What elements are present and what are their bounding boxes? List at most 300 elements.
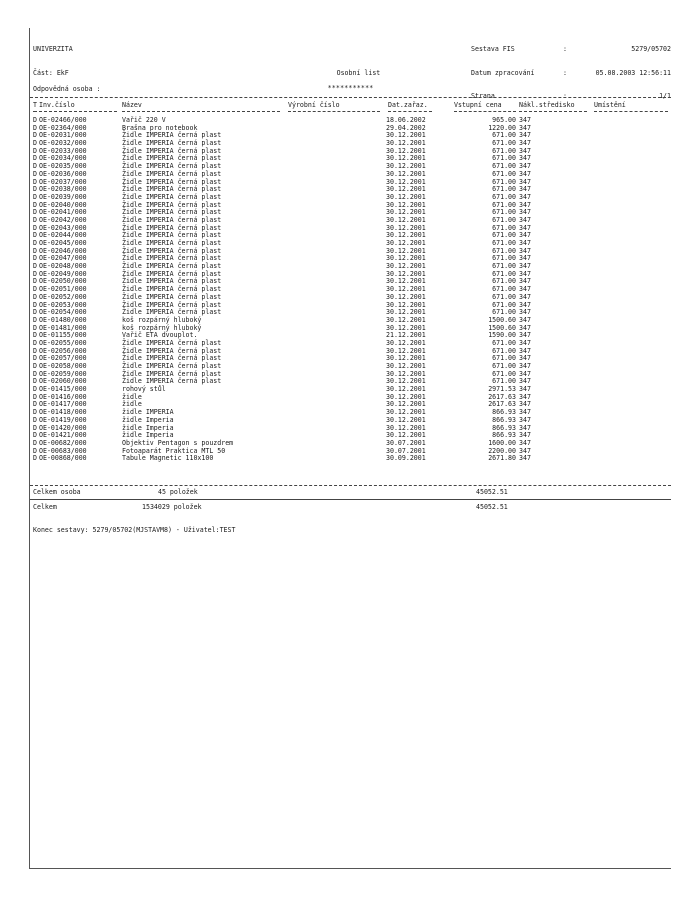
total-all-label: Celkem — [33, 503, 57, 511]
row-name: židle — [122, 400, 142, 409]
col-inv-number: Inv.číslo — [39, 101, 75, 109]
row-cost-center: 347 — [519, 200, 531, 209]
row-type: D — [33, 223, 37, 232]
row-cost-center: 347 — [519, 385, 531, 394]
row-price: 2617.63 — [488, 400, 516, 409]
row-type: D — [33, 246, 37, 255]
row-inv-number: OE-02057/000 — [39, 354, 87, 363]
row-name: Židle IMPERIA černá plast — [122, 139, 222, 148]
row-date: 30.12.2001 — [386, 338, 426, 347]
row-date: 18.06.2002 — [386, 116, 426, 124]
row-cost-center: 347 — [519, 446, 531, 455]
row-type: D — [33, 331, 37, 340]
col-cost-center: Nákl.středisko — [519, 101, 575, 109]
row-price: 671.00 — [492, 285, 516, 294]
row-inv-number: OE-02044/000 — [39, 231, 87, 240]
col-underline — [288, 111, 380, 112]
row-name: Židle IMPERIA černá plast — [122, 354, 222, 363]
row-date: 30.12.2001 — [386, 215, 426, 224]
row-inv-number: OE-02033/000 — [39, 146, 87, 155]
row-type: D — [33, 285, 37, 294]
row-date: 30.09.2001 — [386, 454, 426, 463]
table-header — [30, 102, 671, 110]
row-name: Židle IMPERIA černá plast — [122, 277, 222, 286]
row-date: 30.07.2001 — [386, 438, 426, 447]
row-cost-center: 347 — [519, 400, 531, 409]
row-inv-number: OE-02032/000 — [39, 139, 87, 148]
row-type: D — [33, 277, 37, 286]
row-date: 30.12.2001 — [386, 323, 426, 332]
row-type: D — [33, 215, 37, 224]
row-cost-center: 347 — [519, 362, 531, 370]
row-price: 1500.60 — [488, 323, 516, 332]
row-date: 30.12.2001 — [386, 269, 426, 278]
row-type: D — [33, 162, 37, 171]
row-inv-number: OE-02040/000 — [39, 200, 87, 209]
row-cost-center: 347 — [519, 308, 531, 317]
row-price: 671.00 — [492, 254, 516, 263]
col-serial-number: Výrobní číslo — [288, 101, 340, 109]
row-cost-center: 347 — [519, 315, 531, 324]
row-type: D — [33, 323, 37, 332]
row-inv-number: OE-02054/000 — [39, 308, 87, 317]
row-inv-number: OE-01415/000 — [39, 385, 87, 394]
row-price: 2671.80 — [488, 454, 516, 463]
row-name: Židle IMPERIA černá plast — [122, 285, 222, 294]
row-cost-center: 347 — [519, 177, 531, 186]
row-name: Židle IMPERIA černá plast — [122, 208, 222, 217]
row-name: Objektiv Pentagon s pouzdrem — [122, 438, 234, 447]
row-name: Židle IMPERIA černá plast — [122, 254, 222, 263]
row-cost-center: 347 — [519, 239, 531, 247]
row-price: 2617.63 — [488, 392, 516, 401]
row-price: 671.00 — [492, 338, 516, 347]
row-cost-center: 347 — [519, 139, 531, 148]
responsible-person-label: Odpovědná osoba : — [33, 85, 101, 93]
row-name: Židle IMPERIA černá plast — [122, 200, 222, 209]
row-date: 30.12.2001 — [386, 300, 426, 309]
row-type: D — [33, 123, 37, 132]
row-inv-number: OE-02052/000 — [39, 292, 87, 301]
row-inv-number: OE-02035/000 — [39, 162, 87, 171]
row-type: D — [33, 292, 37, 301]
col-underline — [33, 111, 37, 112]
row-name: Židle IMPERIA černá plast — [122, 269, 222, 278]
row-type: D — [33, 146, 37, 155]
row-date: 30.12.2001 — [386, 369, 426, 378]
row-type: D — [33, 169, 37, 178]
row-cost-center: 347 — [519, 269, 531, 278]
row-cost-center: 347 — [519, 331, 531, 340]
row-price: 671.00 — [492, 223, 516, 232]
row-date: 30.12.2001 — [386, 354, 426, 363]
row-cost-center: 347 — [519, 246, 531, 255]
row-name: židle IMPERIA — [122, 408, 174, 417]
row-type: D — [33, 185, 37, 194]
row-price: 671.00 — [492, 246, 516, 255]
row-price: 671.00 — [492, 185, 516, 194]
row-name: Židle IMPERIA černá plast — [122, 346, 222, 355]
row-date: 30.12.2001 — [386, 146, 426, 155]
row-cost-center: 347 — [519, 208, 531, 217]
row-price: 671.00 — [492, 177, 516, 186]
row-type: D — [33, 308, 37, 317]
row-inv-number: OE-02364/000 — [39, 123, 87, 132]
row-price: 671.00 — [492, 169, 516, 178]
row-name: židle Imperia — [122, 431, 174, 440]
row-price: 866.93 — [492, 408, 516, 417]
row-type: D — [33, 315, 37, 324]
row-date: 30.12.2001 — [386, 431, 426, 440]
row-name: Židle IMPERIA černá plast — [122, 192, 222, 201]
row-inv-number: OE-02048/000 — [39, 262, 87, 271]
row-price: 671.00 — [492, 300, 516, 309]
row-cost-center: 347 — [519, 116, 531, 124]
row-type: D — [33, 338, 37, 347]
row-price: 671.00 — [492, 369, 516, 378]
row-name: židle Imperia — [122, 423, 174, 432]
row-name: Židle IMPERIA černá plast — [122, 369, 222, 378]
row-date: 30.12.2001 — [386, 262, 426, 271]
row-inv-number: OE-00868/000 — [39, 454, 87, 463]
row-cost-center: 347 — [519, 431, 531, 440]
row-inv-number: OE-01480/000 — [39, 315, 87, 324]
col-underline — [122, 111, 280, 112]
row-date: 30.12.2001 — [386, 308, 426, 317]
row-type: D — [33, 362, 37, 370]
row-cost-center: 347 — [519, 438, 531, 447]
row-cost-center: 347 — [519, 285, 531, 294]
row-date: 30.12.2001 — [386, 292, 426, 301]
row-inv-number: OE-01481/000 — [39, 323, 87, 332]
row-type: D — [33, 154, 37, 163]
row-date: 30.12.2001 — [386, 400, 426, 409]
row-inv-number: OE-01155/000 — [39, 331, 87, 340]
row-date: 30.12.2001 — [386, 285, 426, 294]
row-inv-number: OE-02039/000 — [39, 192, 87, 201]
row-price: 2971.53 — [488, 385, 516, 394]
row-name: Židle IMPERIA černá plast — [122, 177, 222, 186]
row-name: Židle IMPERIA černá plast — [122, 362, 222, 370]
row-name: Židle IMPERIA černá plast — [122, 146, 222, 155]
row-date: 30.12.2001 — [386, 408, 426, 417]
row-name: Vařič ETA dvouplot. — [122, 331, 198, 340]
report-page — [29, 28, 671, 869]
row-price: 866.93 — [492, 415, 516, 424]
row-date: 30.12.2001 — [386, 239, 426, 247]
row-price: 671.00 — [492, 239, 516, 247]
totals-divider-solid — [30, 499, 671, 500]
row-cost-center: 347 — [519, 154, 531, 163]
row-inv-number: OE-02050/000 — [39, 277, 87, 286]
row-name: Židle IMPERIA černá plast — [122, 239, 222, 247]
row-name: Židle IMPERIA černá plast — [122, 169, 222, 178]
table-body — [30, 117, 671, 463]
row-cost-center: 347 — [519, 223, 531, 232]
row-cost-center: 347 — [519, 162, 531, 171]
row-price: 866.93 — [492, 431, 516, 440]
row-inv-number: OE-02034/000 — [39, 154, 87, 163]
row-type: D — [33, 200, 37, 209]
row-date: 30.12.2001 — [386, 346, 426, 355]
row-date: 30.12.2001 — [386, 162, 426, 171]
row-inv-number: OE-02038/000 — [39, 185, 87, 194]
totals-divider — [30, 485, 671, 486]
report-title-text: Osobní list — [336, 68, 381, 77]
row-inv-number: OE-02059/000 — [39, 369, 87, 378]
row-price: 671.00 — [492, 308, 516, 317]
row-inv-number: OE-02037/000 — [39, 177, 87, 186]
row-date: 30.12.2001 — [386, 208, 426, 217]
row-price: 671.00 — [492, 208, 516, 217]
row-name: Židle IMPERIA černá plast — [122, 377, 222, 386]
col-date: Dat.zařaz. — [388, 101, 428, 109]
row-cost-center: 347 — [519, 392, 531, 401]
row-inv-number: OE-02051/000 — [39, 285, 87, 294]
row-type: D — [33, 446, 37, 455]
col-underline — [454, 111, 516, 112]
row-type: D — [33, 423, 37, 432]
row-name: Tabule Magnetic 110x100 — [122, 454, 214, 463]
row-date: 30.12.2001 — [386, 177, 426, 186]
row-inv-number: OE-02055/000 — [39, 338, 87, 347]
row-inv-number: OE-02031/000 — [39, 131, 87, 140]
row-type: D — [33, 262, 37, 271]
row-type: D — [33, 400, 37, 409]
row-type: D — [33, 177, 37, 186]
col-location: Umístění — [594, 101, 626, 109]
row-type: D — [33, 454, 37, 463]
row-cost-center: 347 — [519, 338, 531, 347]
row-inv-number: OE-01420/000 — [39, 423, 87, 432]
row-date: 30.12.2001 — [386, 192, 426, 201]
row-date: 30.12.2001 — [386, 185, 426, 194]
organization-name: UNIVERZITA — [33, 45, 73, 54]
row-cost-center: 347 — [519, 292, 531, 301]
row-price: 671.00 — [492, 362, 516, 370]
row-inv-number: OE-02047/000 — [39, 254, 87, 263]
row-date: 30.12.2001 — [386, 385, 426, 394]
row-type: D — [33, 369, 37, 378]
row-name: Židle IMPERIA černá plast — [122, 292, 222, 301]
row-date: 30.12.2001 — [386, 200, 426, 209]
row-inv-number: OE-02036/000 — [39, 169, 87, 178]
row-inv-number: OE-02043/000 — [39, 223, 87, 232]
row-price: 671.00 — [492, 192, 516, 201]
row-cost-center: 347 — [519, 300, 531, 309]
row-inv-number: OE-01419/000 — [39, 415, 87, 424]
row-name: Židle IMPERIA černá plast — [122, 308, 222, 317]
total-person-count: 45 položek — [158, 488, 198, 496]
row-cost-center: 347 — [519, 415, 531, 424]
row-inv-number: OE-02041/000 — [39, 208, 87, 217]
report-footer: Konec sestavy: 5279/05702(MJSTAVM8) - Uživatel:TEST — [33, 526, 236, 534]
row-inv-number: OE-01418/000 — [39, 408, 87, 417]
header-meta-row: Sestava FIS : 5279/05702 — [471, 45, 671, 54]
row-date: 21.12.2001 — [386, 331, 426, 340]
row-date: 30.12.2001 — [386, 423, 426, 432]
row-name: rohový stůl — [122, 385, 166, 394]
row-cost-center: 347 — [519, 277, 531, 286]
row-cost-center: 347 — [519, 231, 531, 240]
row-cost-center: 347 — [519, 369, 531, 378]
row-price: 671.00 — [492, 346, 516, 355]
table-row — [30, 455, 671, 463]
row-date: 30.12.2001 — [386, 131, 426, 140]
row-inv-number: OE-01417/000 — [39, 400, 87, 409]
row-date: 30.12.2001 — [386, 315, 426, 324]
row-price: 671.00 — [492, 200, 516, 209]
total-all-sum: 45052.51 — [476, 503, 508, 511]
row-name: Fotoaparát Praktica MTL 50 — [122, 446, 226, 455]
row-cost-center: 347 — [519, 123, 531, 132]
row-cost-center: 347 — [519, 262, 531, 271]
row-date: 30.12.2001 — [386, 223, 426, 232]
row-type: D — [33, 385, 37, 394]
row-name: židle — [122, 392, 142, 401]
col-name: Název — [122, 101, 142, 109]
row-inv-number: OE-02053/000 — [39, 300, 87, 309]
header-meta-row: Datum zpracování : 05.08.2003 12:56:11 — [471, 68, 671, 77]
row-cost-center: 347 — [519, 254, 531, 263]
header-divider — [30, 97, 671, 98]
row-name: židle Imperia — [122, 415, 174, 424]
row-name: koš rozpárný hluboký — [122, 323, 202, 332]
row-inv-number: OE-02042/000 — [39, 215, 87, 224]
row-inv-number: OE-00682/000 — [39, 438, 87, 447]
row-price: 671.00 — [492, 139, 516, 148]
row-inv-number: OE-02046/000 — [39, 246, 87, 255]
row-price: 2200.00 — [488, 446, 516, 455]
row-date: 30.12.2001 — [386, 154, 426, 163]
row-name: Židle IMPERIA černá plast — [122, 162, 222, 171]
col-underline — [388, 111, 432, 112]
row-date: 29.04.2002 — [386, 123, 426, 132]
row-cost-center: 347 — [519, 408, 531, 417]
row-inv-number: OE-00683/000 — [39, 446, 87, 455]
header-meta-row: Strana : 1/1 — [471, 91, 671, 100]
row-price: 1220.00 — [488, 123, 516, 132]
row-price: 671.00 — [492, 215, 516, 224]
row-name: Židle IMPERIA černá plast — [122, 262, 222, 271]
row-date: 30.12.2001 — [386, 392, 426, 401]
row-date: 30.12.2001 — [386, 362, 426, 370]
row-date: 30.12.2001 — [386, 277, 426, 286]
row-price: 671.00 — [492, 269, 516, 278]
col-underline — [519, 111, 587, 112]
row-date: 30.12.2001 — [386, 246, 426, 255]
row-type: D — [33, 377, 37, 386]
row-name: Židle IMPERIA černá plast — [122, 338, 222, 347]
row-name: Židle IMPERIA černá plast — [122, 223, 222, 232]
row-cost-center: 347 — [519, 192, 531, 201]
row-type: D — [33, 139, 37, 148]
row-type: D — [33, 354, 37, 363]
row-date: 30.07.2001 — [386, 446, 426, 455]
row-cost-center: 347 — [519, 169, 531, 178]
row-cost-center: 347 — [519, 131, 531, 140]
row-name: Židle IMPERIA černá plast — [122, 231, 222, 240]
row-type: D — [33, 208, 37, 217]
row-type: D — [33, 408, 37, 417]
row-cost-center: 347 — [519, 423, 531, 432]
row-cost-center: 347 — [519, 323, 531, 332]
row-type: D — [33, 131, 37, 140]
row-price: 671.00 — [492, 354, 516, 363]
row-cost-center: 347 — [519, 185, 531, 194]
row-price: 866.93 — [492, 423, 516, 432]
row-date: 30.12.2001 — [386, 231, 426, 240]
row-date: 30.12.2001 — [386, 254, 426, 263]
row-type: D — [33, 392, 37, 401]
row-inv-number: OE-02056/000 — [39, 346, 87, 355]
row-inv-number: OE-02060/000 — [39, 377, 87, 386]
report-title-underline: *********** — [327, 84, 374, 93]
row-cost-center: 347 — [519, 454, 531, 463]
organization-part: Část: EkF — [33, 68, 69, 77]
row-inv-number: OE-02058/000 — [39, 362, 87, 370]
row-inv-number: OE-01416/000 — [39, 392, 87, 401]
row-type: D — [33, 431, 37, 440]
row-price: 1590.00 — [488, 331, 516, 340]
row-type: D — [33, 254, 37, 263]
row-price: 671.00 — [492, 292, 516, 301]
row-inv-number: OE-02045/000 — [39, 239, 87, 247]
row-cost-center: 347 — [519, 354, 531, 363]
row-inv-number: OE-02049/000 — [39, 269, 87, 278]
row-price: 1500.60 — [488, 315, 516, 324]
row-name: Židle IMPERIA černá plast — [122, 131, 222, 140]
row-cost-center: 347 — [519, 346, 531, 355]
row-price: 671.00 — [492, 162, 516, 171]
row-date: 30.12.2001 — [386, 139, 426, 148]
row-date: 30.12.2001 — [386, 169, 426, 178]
row-inv-number: OE-02466/000 — [39, 116, 87, 124]
row-name: Židle IMPERIA černá plast — [122, 185, 222, 194]
row-price: 671.00 — [492, 146, 516, 155]
row-cost-center: 347 — [519, 377, 531, 386]
row-type: D — [33, 438, 37, 447]
row-price: 965.00 — [492, 116, 516, 124]
row-cost-center: 347 — [519, 146, 531, 155]
row-type: D — [33, 116, 37, 124]
row-type: D — [33, 300, 37, 309]
total-person-sum: 45052.51 — [476, 488, 508, 496]
row-type: D — [33, 269, 37, 278]
row-name: Vařič 220 V — [122, 116, 166, 124]
row-price: 1600.00 — [488, 438, 516, 447]
row-name: koš rozpárný hluboký — [122, 315, 202, 324]
total-all-count: 1534029 položek — [142, 503, 202, 511]
row-price: 671.00 — [492, 231, 516, 240]
row-inv-number: OE-01421/000 — [39, 431, 87, 440]
row-type: D — [33, 192, 37, 201]
row-type: D — [33, 231, 37, 240]
row-date: 30.12.2001 — [386, 415, 426, 424]
row-price: 671.00 — [492, 277, 516, 286]
col-underline — [39, 111, 117, 112]
row-name: Židle IMPERIA černá plast — [122, 154, 222, 163]
row-price: 671.00 — [492, 377, 516, 386]
row-name: Židle IMPERIA černá plast — [122, 300, 222, 309]
col-price: Vstupní cena — [454, 101, 502, 109]
col-type: T — [33, 101, 37, 109]
row-name: Židle IMPERIA černá plast — [122, 246, 222, 255]
row-price: 671.00 — [492, 262, 516, 271]
row-price: 671.00 — [492, 154, 516, 163]
row-date: 30.12.2001 — [386, 377, 426, 386]
total-person-label: Celkem osoba — [33, 488, 81, 496]
